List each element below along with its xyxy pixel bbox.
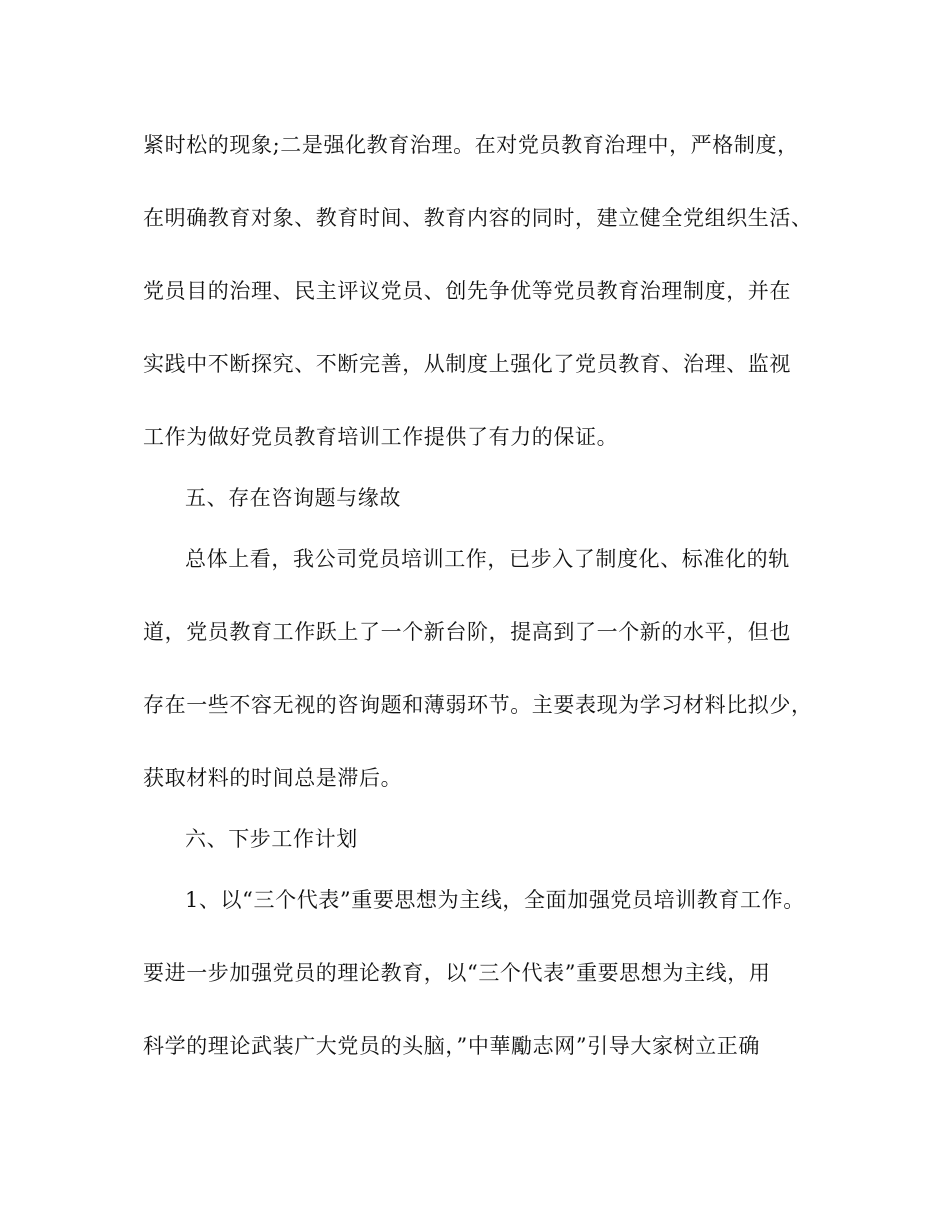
paragraph-line: 存在一些不容无视的咨询题和薄弱环节。主要表现为学习材料比拟少，	[143, 693, 813, 717]
paragraph-line: 工作为做好党员教育培训工作提供了有力的保证。	[143, 425, 619, 449]
paragraph-line: 科学的理论武装广大党员的头脑，”中華勵志网”引导大家树立正确	[143, 1034, 760, 1058]
paragraph-line: 1、以“三个代表”重要思想为主线，全面加强党员培训教育工作。	[185, 888, 805, 912]
paragraph-line: 实践中不断探究、不断完善，从制度上强化了党员教育、治理、监视	[143, 352, 791, 376]
paragraph-line: 道，党员教育工作跃上了一个新台阶，提高到了一个新的水平，但也	[143, 620, 791, 644]
section-heading: 五、存在咨询题与缘故	[185, 486, 401, 510]
paragraph-line: 总体上看，我公司党员培训工作，已步入了制度化、标准化的轨	[185, 547, 790, 571]
paragraph-line: 要进一步加强党员的理论教育，以“三个代表”重要思想为主线，用	[143, 961, 771, 985]
paragraph-line: 党员目的治理、民主评议党员、创先争优等党员教育治理制度，并在	[143, 279, 791, 303]
section-heading: 六、下步工作计划	[185, 827, 358, 851]
paragraph-line: 获取材料的时间总是滞后。	[143, 766, 403, 790]
paragraph-line: 紧时松的现象;二是强化教育治理。在对党员教育治理中，严格制度，	[143, 133, 799, 157]
paragraph-line: 在明确教育对象、教育时间、教育内容的同时，建立健全党组织生活、	[143, 206, 813, 230]
